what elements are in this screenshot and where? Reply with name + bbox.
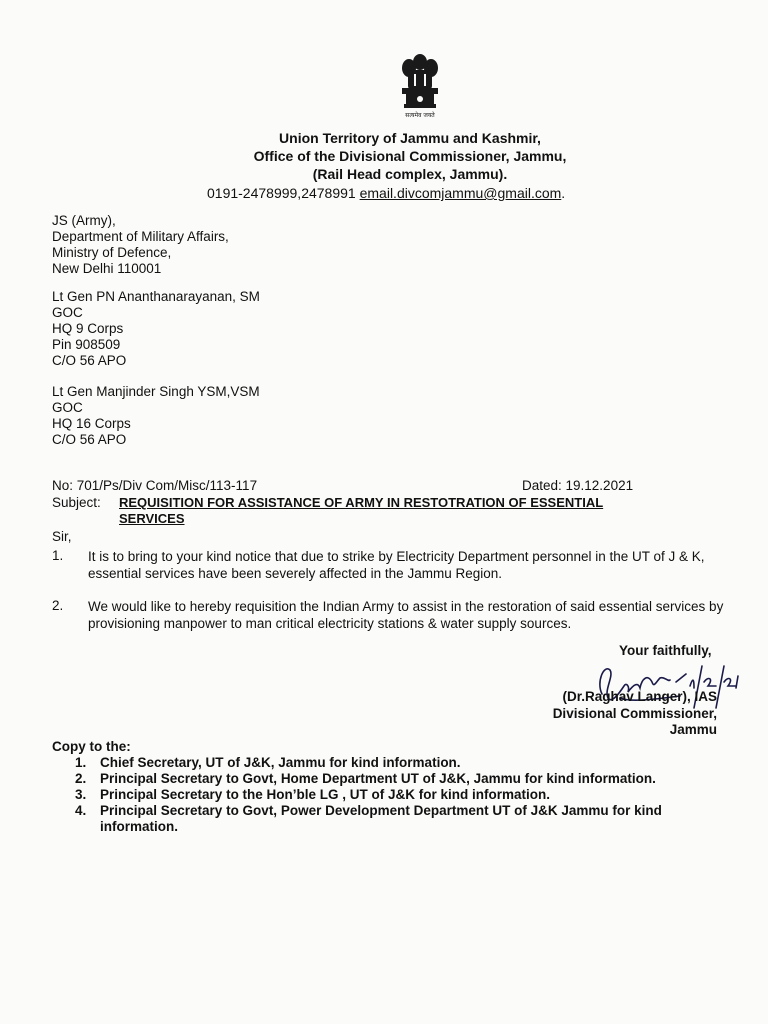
recipient-line: GOC bbox=[52, 400, 83, 415]
subject-text-line2: SERVICES bbox=[119, 511, 185, 526]
list-item: 2. Principal Secretary to Govt, Home Department UT of J&K, Jammu for kind information. bbox=[75, 771, 656, 786]
header-email-trail: . bbox=[561, 185, 566, 201]
copy-to-heading: Copy to the: bbox=[52, 739, 131, 754]
valediction: Your faithfully, bbox=[619, 643, 712, 658]
recipient-line: Lt Gen PN Ananthanarayanan, SM bbox=[52, 289, 260, 304]
signatory-designation: Divisional Commissioner, bbox=[552, 706, 717, 721]
recipient-block bbox=[52, 384, 260, 448]
paragraph-number: 2. bbox=[52, 598, 64, 613]
recipient-line: HQ 16 Corps bbox=[52, 416, 131, 431]
header-ut-name: Union Territory of Jammu and Kashmir, bbox=[279, 130, 541, 146]
reference-date: Dated: 19.12.2021 bbox=[522, 478, 634, 493]
recipient-line: JS (Army), bbox=[52, 213, 116, 228]
list-item: 1. Chief Secretary, UT of J&K, Jammu for kind information. bbox=[75, 755, 461, 770]
recipient-line: Lt Gen Manjinder Singh YSM,VSM bbox=[52, 384, 260, 399]
header-contact bbox=[207, 185, 565, 201]
header-address: (Rail Head complex, Jammu). bbox=[312, 166, 508, 182]
signatory-place: Jammu bbox=[669, 722, 717, 737]
subject-text-line1: REQUISITION FOR ASSISTANCE OF ARMY IN RESTOTRATION OF ESSENTIAL bbox=[119, 495, 604, 510]
emblem-motto: सत्यमेव जयते bbox=[405, 112, 435, 119]
recipient-block bbox=[52, 213, 229, 277]
recipient-line: GOC bbox=[52, 305, 83, 320]
signatory-name: (Dr.Raghav Langer), IAS bbox=[562, 689, 717, 704]
recipient-block bbox=[52, 289, 260, 369]
recipient-line: C/O 56 APO bbox=[52, 353, 127, 368]
paragraph-number: 1. bbox=[52, 548, 64, 563]
subject-label: Subject: bbox=[52, 495, 101, 510]
paragraph-text: It is to bring to your kind notice that due to strike by Electricity Department personnel in the UT of J & K, essential services have been severely affected in the Jammu Region. bbox=[88, 549, 705, 581]
recipient-line: Department of Military Affairs, bbox=[52, 229, 229, 244]
recipient-line: New Delhi 110001 bbox=[52, 261, 162, 276]
copy-to-list bbox=[75, 755, 720, 835]
recipient-line: Pin 908509 bbox=[52, 337, 121, 352]
header-phone: 0191-2478999,2478991 bbox=[207, 185, 356, 201]
header-office-name: Office of the Divisional Commissioner, Jammu, bbox=[253, 148, 567, 164]
paragraph-text: We would like to hereby requisition the Indian Army to assist in the restoration of said essential services by provisioning manpower to man critical electricity stations & water supply sources. bbox=[88, 599, 724, 631]
list-item: 3. Principal Secretary to the Hon’ble LG , UT of J&K for kind information. bbox=[75, 787, 551, 802]
salutation: Sir, bbox=[52, 529, 72, 544]
recipient-line: HQ 9 Corps bbox=[52, 321, 124, 336]
header-email[interactable]: email.divcomjammu@gmail.com bbox=[359, 185, 562, 201]
list-item: 4. Principal Secretary to Govt, Power Development Department UT of J&K Jammu for kind information. bbox=[75, 803, 662, 834]
recipient-line: Ministry of Defence, bbox=[52, 245, 172, 260]
recipient-line: C/O 56 APO bbox=[52, 432, 127, 447]
reference-number: No: 701/Ps/Div Com/Misc/113-117 bbox=[52, 478, 258, 493]
